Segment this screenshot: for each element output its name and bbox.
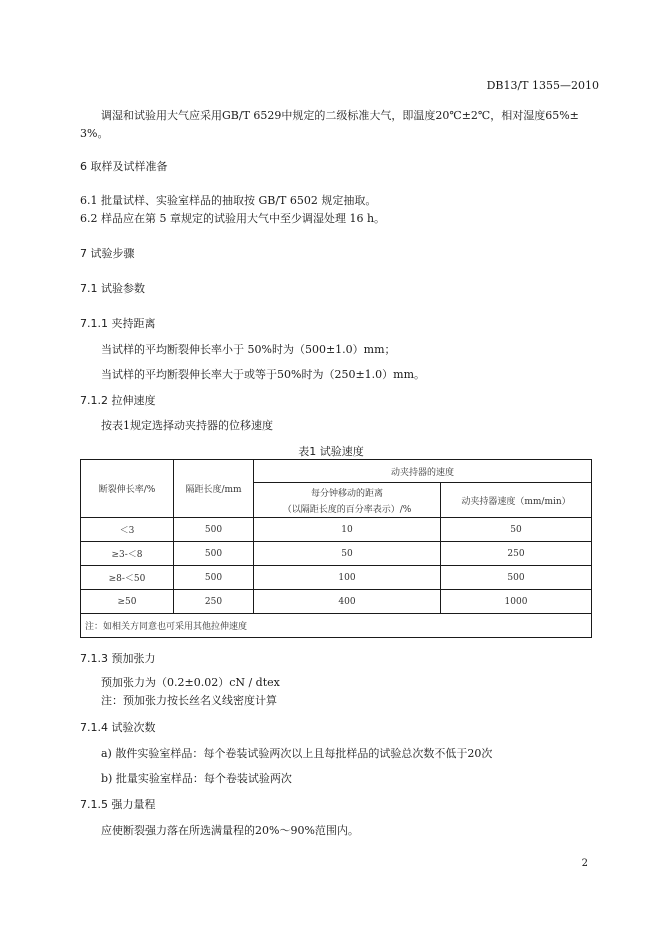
cell-gauge: 500 bbox=[174, 542, 254, 566]
cell-elongation: ≥3-＜8 bbox=[81, 542, 174, 566]
pretension-line: 预加张力为（0.2±0.02）cN / dtex bbox=[101, 676, 280, 689]
table-row bbox=[81, 542, 592, 566]
cell-speed: 250 bbox=[441, 542, 592, 566]
section-7-1-heading: 7.1 试验参数 bbox=[80, 282, 145, 295]
cell-percent: 10 bbox=[254, 518, 441, 542]
test-speed-table bbox=[80, 459, 592, 638]
header-elongation: 断裂伸长率/% bbox=[81, 460, 174, 518]
cell-elongation: ＜3 bbox=[81, 518, 174, 542]
section-6-1: 6.1 批量试样、实验室样品的抽取按 GB/T 6502 规定抽取。 bbox=[80, 194, 377, 207]
header-per-minute-line-2: （以隔距长度的百分率表示）/% bbox=[282, 504, 412, 515]
cell-speed: 500 bbox=[441, 566, 592, 590]
table-row bbox=[81, 566, 592, 590]
cell-gauge: 500 bbox=[174, 566, 254, 590]
cell-gauge: 500 bbox=[174, 518, 254, 542]
intro-line-1: 调湿和试验用大气应采用GB/T 6529中规定的二级标准大气，即温度20℃±2℃，相对湿度65%± bbox=[101, 109, 579, 122]
force-range-line: 应使断裂强力落在所选满量程的20%～90%范围内。 bbox=[101, 824, 359, 837]
clamp-distance-line-2: 当试样的平均断裂伸长率大于或等于50%时为（250±1.0）mm。 bbox=[101, 368, 426, 381]
cell-speed: 50 bbox=[441, 518, 592, 542]
clamp-distance-line-1: 当试样的平均断裂伸长率小于 50%时为（500±1.0）mm； bbox=[101, 343, 396, 356]
section-6-heading: 6 取样及试样准备 bbox=[80, 160, 168, 173]
page-number: 2 bbox=[581, 858, 588, 869]
pretension-note: 注：预加张力按长丝名义线密度计算 bbox=[101, 694, 277, 707]
cell-gauge: 250 bbox=[174, 590, 254, 614]
table-caption: 表1 试验速度 bbox=[298, 445, 364, 458]
table-row bbox=[81, 590, 592, 614]
section-7-heading: 7 试验步骤 bbox=[80, 247, 135, 260]
test-count-b: b) 批量实验室样品：每个卷装试验两次 bbox=[101, 772, 292, 785]
section-7-1-4-heading: 7.1.4 试验次数 bbox=[80, 721, 156, 734]
section-7-1-3-heading: 7.1.3 预加张力 bbox=[80, 652, 156, 665]
header-gauge-length: 隔距长度/mm bbox=[174, 460, 254, 518]
section-7-1-5-heading: 7.1.5 强力量程 bbox=[80, 798, 156, 811]
header-speed-mm-min: 动夹持器速度（mm/min） bbox=[441, 483, 592, 518]
cell-elongation: ≥8-＜50 bbox=[81, 566, 174, 590]
header-clamp-speed: 动夹持器的速度 bbox=[254, 460, 592, 483]
table-note: 注：如相关方同意也可采用其他拉伸速度 bbox=[81, 614, 592, 638]
cell-percent: 100 bbox=[254, 566, 441, 590]
section-6-2: 6.2 样品应在第 5 章规定的试验用大气中至少调湿处理 16 h。 bbox=[80, 212, 386, 225]
header-per-minute bbox=[254, 483, 441, 518]
intro-line-2: 3%。 bbox=[80, 127, 109, 140]
section-7-1-2-heading: 7.1.2 拉伸速度 bbox=[80, 394, 156, 407]
speed-line: 按表1规定选择动夹持器的位移速度 bbox=[101, 419, 273, 432]
section-7-1-1-heading: 7.1.1 夹持距离 bbox=[80, 317, 156, 330]
cell-speed: 1000 bbox=[441, 590, 592, 614]
standard-code: DB13/T 1355—2010 bbox=[486, 79, 599, 92]
test-count-a: a) 散件实验室样品：每个卷装试验两次以上且每批样品的试验总次数不低于20次 bbox=[101, 747, 493, 760]
cell-elongation: ≥50 bbox=[81, 590, 174, 614]
cell-percent: 400 bbox=[254, 590, 441, 614]
cell-percent: 50 bbox=[254, 542, 441, 566]
table-row bbox=[81, 518, 592, 542]
header-per-minute-line-1: 每分钟移动的距离 bbox=[310, 488, 383, 499]
